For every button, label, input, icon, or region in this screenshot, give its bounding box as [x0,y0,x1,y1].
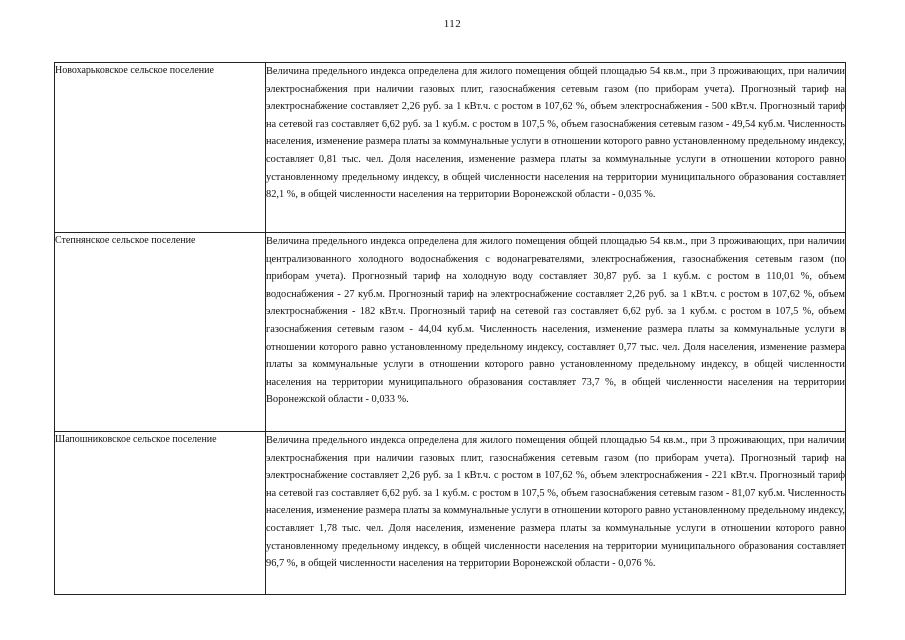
table-row [55,432,846,595]
index-description: Величина предельного индекса определена для жилого помещения общей площадью 54 кв.м., при 3 проживающих, при наличии электроснабжения при наличии газовых плит, газоснабжения сетевым газом (по приборам учета). Прогнозный тариф на электроснабжение составляет 2,26 руб. за 1 кВт.ч. с ростом в 107,62 %, объем электроснабжения - 221 кВт.ч. Прогнозный тариф на сетевой газ составляет 6,62 руб. за 1 куб.м. с ростом в 107,5 %, объем газоснабжения сетевым газом - 81,07 куб.м. Численность населения, изменение размера платы за коммунальные услуги в отношении которого равно установленному предельному индексу, составляет 1,78 тыс. чел. Доля населения, изменение размера платы за коммунальные услуги в отношении которого равно установленному предельному индексу, в общей численности населения на территории муниципального образования составляет 96,7 %, в общей численности населения на территории Воронежской области - 0,076 %. [266,432,846,595]
index-description: Величина предельного индекса определена для жилого помещения общей площадью 54 кв.м., при 3 проживающих, при наличии централизованного холодного водоснабжения с водонагревателями, электроснабжения, газоснабжения сетевым газом (по приборам учета). Прогнозный тариф на холодную воду составляет 30,87 руб. за 1 куб.м. с ростом в 110,01 %, объем водоснабжения - 27 куб.м. Прогнозный тариф на электроснабжение составляет 2,26 руб. за 1 кВт.ч. с ростом в 107,62 %, объем электроснабжения - 182 кВт.ч. Прогнозный тариф на сетевой газ составляет 6,62 руб. за 1 куб.м. с ростом в 107,5 %, объем газоснабжения сетевым газом - 44,04 куб.м. Численность населения, изменение размера платы за коммунальные услуги в отношении которого равно установленному предельному индексу, составляет 0,77 тыс. чел. Доля населения, изменение размера платы за коммунальные услуги в отношении которого равно установленному предельному индексу, в общей численности населения на территории муниципального образования составляет 73,7 %, в общей численности населения на территории Воронежской области - 0,033 %. [266,233,846,432]
table-row [55,233,846,432]
tariff-index-table [54,62,846,595]
municipality-name: Степнянское сельское поселение [55,233,266,432]
index-description: Величина предельного индекса определена для жилого помещения общей площадью 54 кв.м., при 3 проживающих, при наличии электроснабжения при наличии газовых плит, газоснабжения сетевым газом (по приборам учета). Прогнозный тариф на электроснабжение составляет 2,26 руб. за 1 кВт.ч. с ростом в 107,62 %, объем электроснабжения - 500 кВт.ч. Прогнозный тариф на сетевой газ составляет 6,62 руб. за 1 куб.м. с ростом в 107,5 %, объем газоснабжения сетевым газом - 49,54 куб.м. Численность населения, изменение размера платы за коммунальные услуги в отношении которого равно установленному предельному индексу, составляет 0,81 тыс. чел. Доля населения, изменение размера платы за коммунальные услуги в отношении которого равно установленному предельному индексу, в общей численности населения на территории муниципального образования составляет 82,1 %, в общей численности населения на территории Воронежской области - 0,035 %. [266,63,846,233]
municipality-name: Шапошниковское сельское поселение [55,432,266,595]
municipality-name: Новохарьковское сельское поселение [55,63,266,233]
page-number: 112 [443,18,462,30]
table-row [55,63,846,233]
